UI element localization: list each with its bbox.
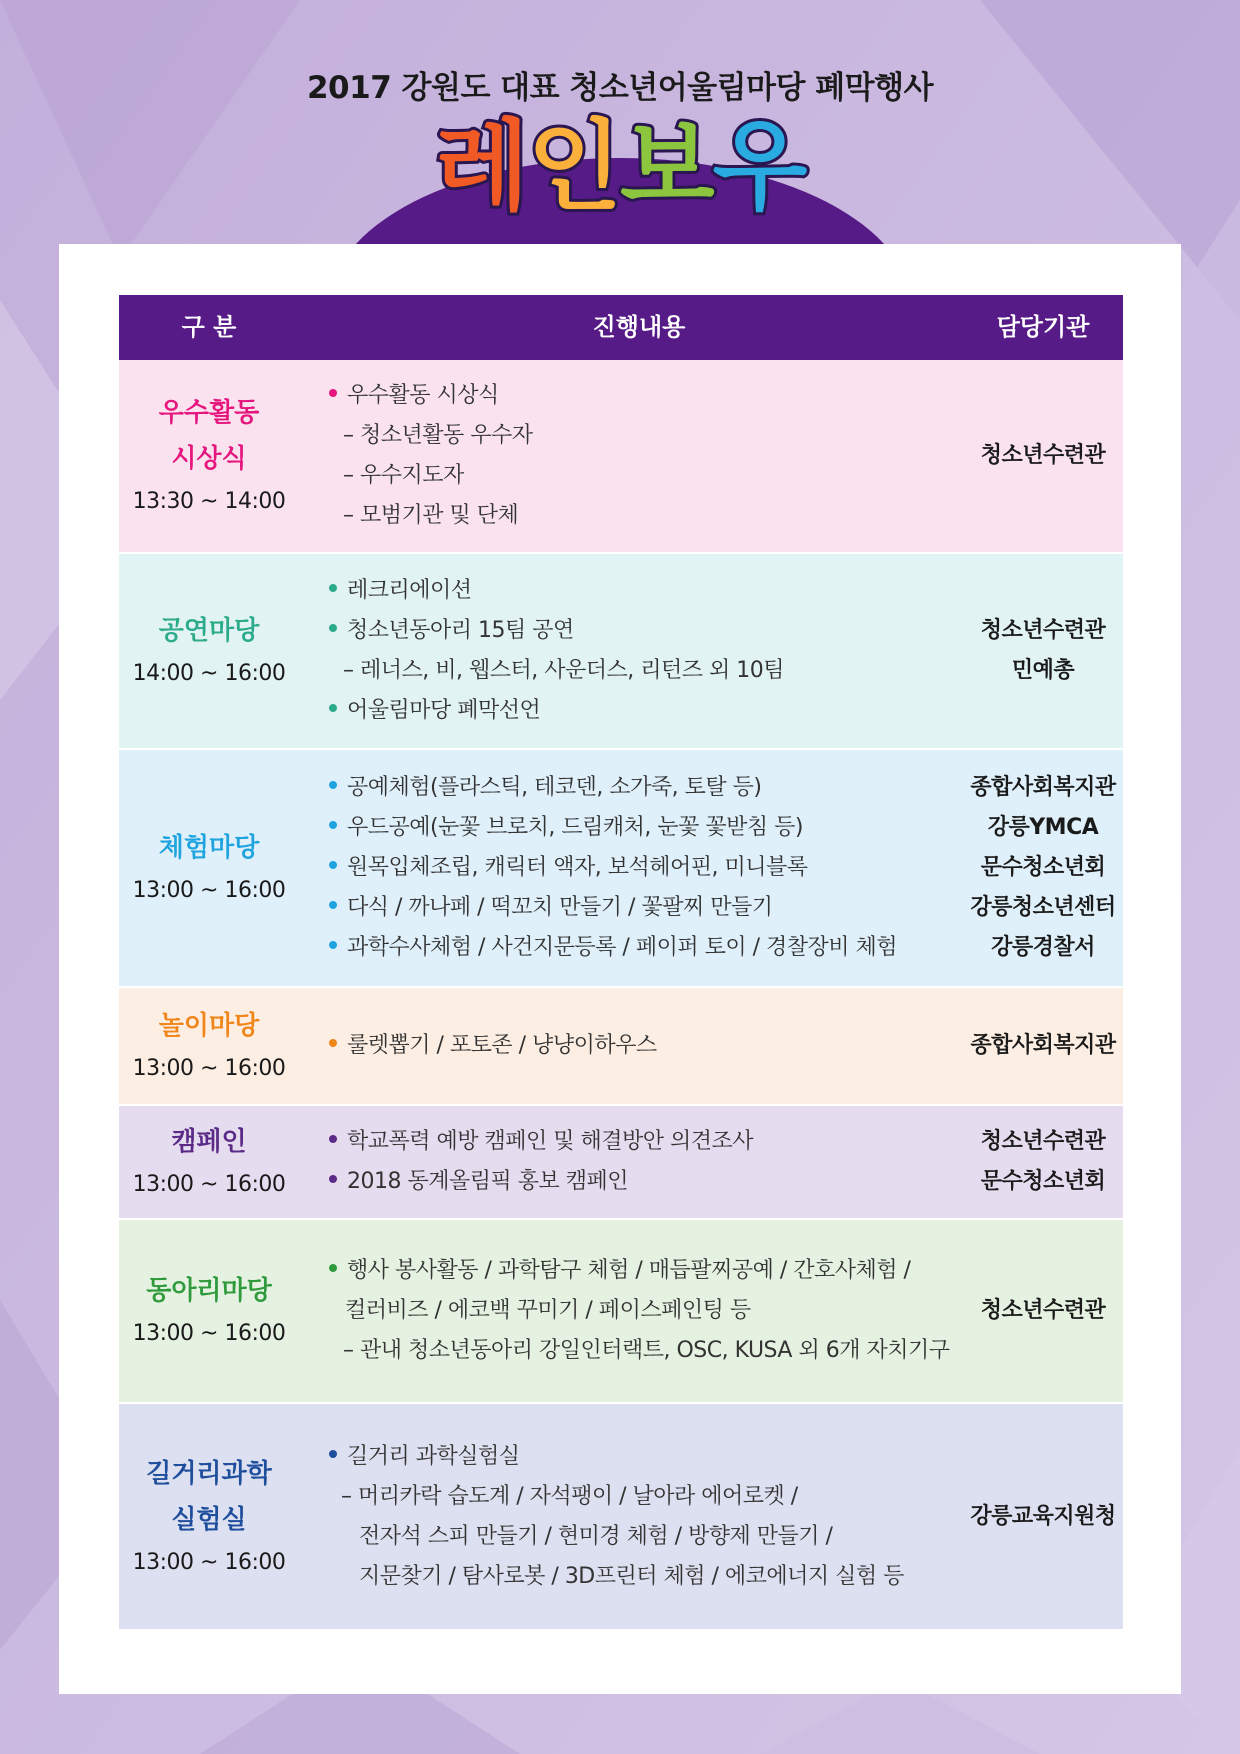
event-title: 2017 강원도 대표 청소년어울림마당 폐막행사 bbox=[306, 70, 934, 106]
row-content bbox=[329, 988, 969, 1104]
org-name: 청소년수련관 bbox=[980, 1129, 1106, 1154]
row-content bbox=[329, 1106, 969, 1218]
org-name: 문수청소년회 bbox=[980, 1169, 1106, 1194]
row-category bbox=[119, 988, 299, 1104]
category-time: 13:00 ~ 16:00 bbox=[132, 1056, 286, 1081]
bullet-item bbox=[329, 1162, 969, 1202]
bullet-dot-icon bbox=[329, 584, 337, 592]
item-text: 원목입체조립, 캐릭터 액자, 보석헤어핀, 미니블록 bbox=[347, 855, 808, 880]
table-row bbox=[119, 988, 1123, 1106]
logo-char: 인 bbox=[527, 110, 620, 224]
category-name: 동아리마당 bbox=[146, 1276, 272, 1306]
row-category bbox=[119, 1106, 299, 1218]
bullet-item bbox=[329, 808, 969, 848]
bullet-item bbox=[329, 768, 969, 808]
item-text: 룰렛뽑기 / 포토존 / 냥냥이하우스 bbox=[347, 1033, 657, 1058]
row-category bbox=[119, 554, 299, 748]
row-category bbox=[119, 1404, 299, 1629]
category-name: 캠페인 bbox=[171, 1127, 247, 1157]
table-row bbox=[119, 1106, 1123, 1220]
item-text: 우수활동 시상식 bbox=[347, 383, 499, 408]
org-name: 강릉경찰서 bbox=[991, 935, 1095, 960]
item-text: 공예체험(플라스틱, 테코덴, 소가죽, 토탈 등) bbox=[347, 775, 762, 800]
org-name: 청소년수련관 bbox=[980, 443, 1106, 468]
row-category bbox=[119, 1220, 299, 1402]
item-text: – 모범기관 및 단체 bbox=[343, 503, 519, 528]
org-name: 문수청소년회 bbox=[980, 855, 1106, 880]
header-category: 구 분 bbox=[181, 313, 237, 341]
bullet-item bbox=[329, 376, 969, 416]
bullet-dot-icon bbox=[329, 389, 337, 397]
header-org: 담당기관 bbox=[996, 313, 1090, 341]
row-category bbox=[119, 750, 299, 986]
org-name: 종합사회복지관 bbox=[970, 1033, 1116, 1058]
item-text: 길거리 과학실험실 bbox=[347, 1443, 520, 1469]
item-text: – 관내 청소년동아리 강일인터랙트, OSC, KUSA 외 6개 자치기구 bbox=[343, 1338, 950, 1363]
bullet-dot-icon bbox=[329, 781, 337, 789]
row-org bbox=[963, 1220, 1123, 1402]
bullet-item bbox=[329, 1122, 969, 1162]
table-header bbox=[119, 295, 1123, 360]
bullet-dot-icon bbox=[329, 1175, 337, 1183]
org-name: 강릉교육지원청 bbox=[970, 1503, 1116, 1529]
bullet-item bbox=[329, 571, 969, 611]
sub-item bbox=[329, 651, 969, 691]
row-content bbox=[329, 1220, 969, 1402]
table-row bbox=[119, 360, 1123, 554]
schedule-table bbox=[119, 295, 1123, 1631]
table-row bbox=[119, 1404, 1123, 1631]
bullet-item bbox=[329, 928, 969, 968]
category-name: 놀이마당 bbox=[158, 1011, 260, 1041]
org-name: 청소년수련관 bbox=[980, 1298, 1106, 1323]
row-content bbox=[329, 750, 969, 986]
category-name: 실험실 bbox=[171, 1504, 247, 1535]
item-text: 과학수사체험 / 사건지문등록 / 페이퍼 토이 / 경찰장비 체험 bbox=[347, 935, 897, 960]
org-name: 강릉청소년센터 bbox=[970, 895, 1116, 920]
bullet-item bbox=[329, 1251, 969, 1291]
sub-item bbox=[329, 1517, 969, 1557]
bullet-dot-icon bbox=[329, 624, 337, 632]
table-row bbox=[119, 554, 1123, 750]
bullet-dot-icon bbox=[329, 861, 337, 869]
row-org bbox=[963, 1106, 1123, 1218]
item-text: – 레너스, 비, 웹스터, 사운더스, 리턴즈 외 10팀 bbox=[343, 658, 784, 683]
bullet-dot-icon bbox=[329, 1135, 337, 1143]
bullet-item bbox=[329, 1437, 969, 1477]
sub-item bbox=[321, 1477, 969, 1517]
bullet-dot-icon bbox=[329, 1450, 337, 1458]
category-time: 13:00 ~ 16:00 bbox=[132, 1321, 286, 1346]
logo-char: 레 bbox=[434, 110, 528, 224]
bullet-dot-icon bbox=[329, 821, 337, 829]
item-text: 행사 봉사활동 / 과학탐구 체험 / 매듭팔찌공예 / 간호사체험 / bbox=[347, 1258, 911, 1283]
row-org bbox=[963, 360, 1123, 552]
sub-item bbox=[329, 496, 969, 536]
org-name: 종합사회복지관 bbox=[970, 775, 1116, 800]
item-text: – 머리카락 습도계 / 자석팽이 / 날아라 에어로켓 / bbox=[341, 1483, 798, 1509]
org-name: 청소년수련관 bbox=[980, 618, 1106, 643]
logo-char: 보 bbox=[620, 110, 713, 224]
logo-char: 우 bbox=[712, 110, 806, 224]
row-org bbox=[963, 554, 1123, 748]
bullet-dot-icon bbox=[329, 901, 337, 909]
bullet-dot-icon bbox=[329, 704, 337, 712]
item-text: 컬러비즈 / 에코백 꾸미기 / 페이스페인팅 등 bbox=[345, 1298, 751, 1323]
category-time: 13:30 ~ 14:00 bbox=[132, 489, 286, 514]
sub-item bbox=[329, 1291, 969, 1331]
bullet-dot-icon bbox=[329, 941, 337, 949]
item-text: 전자석 스피 만들기 / 현미경 체험 / 방향제 만들기 / bbox=[359, 1523, 833, 1549]
bullet-item bbox=[329, 611, 969, 651]
bullet-item bbox=[329, 848, 969, 888]
item-text: 청소년동아리 15팀 공연 bbox=[347, 618, 574, 643]
bullet-item bbox=[329, 1026, 969, 1066]
row-category bbox=[119, 360, 299, 552]
item-text: 어울림마당 폐막선언 bbox=[347, 698, 541, 723]
bullet-item bbox=[329, 691, 969, 731]
org-name: 강릉YMCA bbox=[987, 815, 1099, 840]
row-org bbox=[963, 1404, 1123, 1629]
bullet-dot-icon bbox=[329, 1039, 337, 1047]
bullet-dot-icon bbox=[329, 1264, 337, 1272]
category-name: 시상식 bbox=[171, 444, 247, 474]
category-time: 13:00 ~ 16:00 bbox=[132, 1172, 286, 1197]
sub-item bbox=[329, 416, 969, 456]
org-name: 민예총 bbox=[1011, 658, 1075, 683]
category-name: 우수활동 bbox=[158, 398, 260, 428]
category-time: 14:00 ~ 16:00 bbox=[132, 661, 286, 686]
item-text: 레크리에이션 bbox=[347, 578, 472, 603]
row-org bbox=[963, 750, 1123, 986]
category-name: 공연마당 bbox=[158, 616, 260, 646]
row-org bbox=[963, 988, 1123, 1104]
header-content: 진행내용 bbox=[592, 313, 686, 341]
rainbow-logo bbox=[0, 110, 1240, 224]
category-name: 체험마당 bbox=[158, 833, 260, 863]
category-name: 길거리과학 bbox=[146, 1458, 272, 1489]
sub-item bbox=[329, 456, 969, 496]
category-time: 13:00 ~ 16:00 bbox=[132, 1549, 286, 1575]
item-text: 학교폭력 예방 캠페인 및 해결방안 의견조사 bbox=[347, 1129, 754, 1154]
row-content bbox=[329, 360, 969, 552]
item-text: – 우수지도자 bbox=[343, 463, 464, 488]
table-row bbox=[119, 750, 1123, 988]
sub-item bbox=[329, 1557, 969, 1597]
bullet-item bbox=[329, 888, 969, 928]
item-text: 우드공예(눈꽃 브로치, 드림캐처, 눈꽃 꽃받침 등) bbox=[347, 815, 803, 840]
item-text: – 청소년활동 우수자 bbox=[343, 423, 533, 448]
item-text: 지문찾기 / 탐사로봇 / 3D프린터 체험 / 에코에너지 실험 등 bbox=[359, 1563, 904, 1589]
table-row bbox=[119, 1220, 1123, 1404]
item-text: 2018 동계올림픽 홍보 캠페인 bbox=[347, 1169, 628, 1194]
sub-item bbox=[329, 1331, 969, 1371]
row-content bbox=[329, 1404, 969, 1629]
row-content bbox=[329, 554, 969, 748]
item-text: 다식 / 까나페 / 떡꼬치 만들기 / 꽃팔찌 만들기 bbox=[347, 895, 773, 920]
category-time: 13:00 ~ 16:00 bbox=[132, 878, 286, 903]
